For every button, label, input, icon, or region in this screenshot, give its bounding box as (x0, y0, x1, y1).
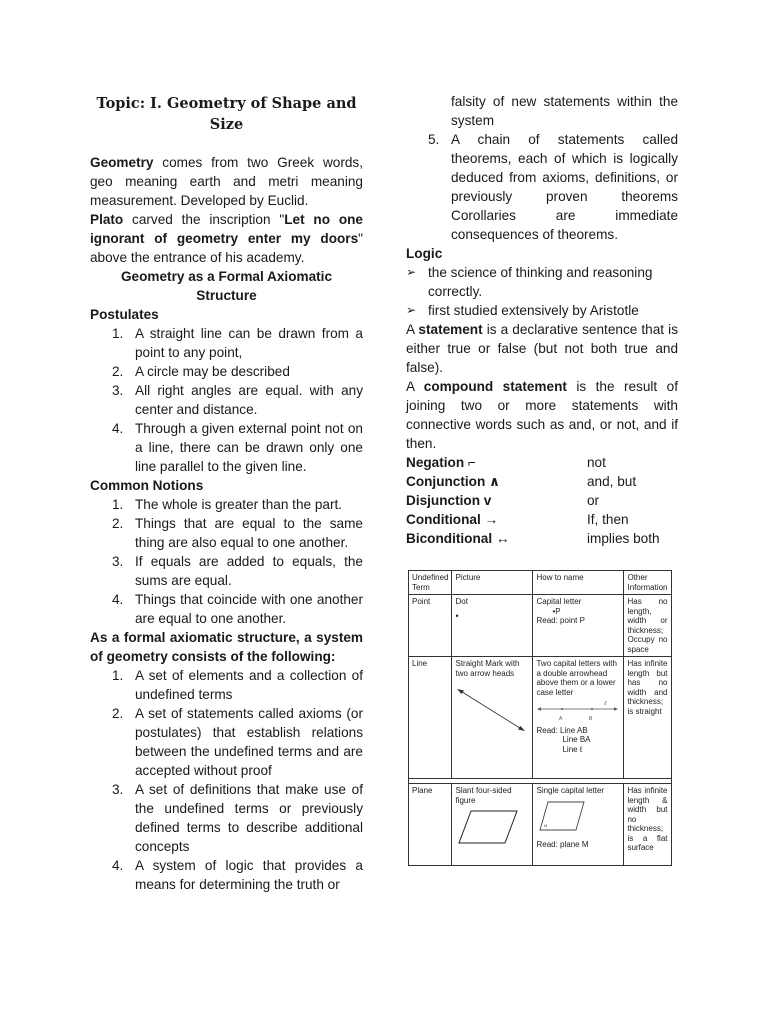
connective-meaning: not (587, 455, 606, 470)
list-text: A set of definitions that make use of the undefined terms or previously defined terms to describe additional concepts (135, 782, 363, 854)
common-notions-heading: Common Notions (90, 478, 204, 493)
column-header: Picture (452, 571, 533, 595)
name-text: Single capital letter (536, 786, 605, 795)
table-row (409, 657, 672, 779)
connective-meaning: implies both (587, 531, 660, 546)
list-item (90, 666, 363, 704)
right-column (406, 0, 678, 548)
connective-term: Negation ⌐ (406, 455, 476, 470)
list-item (406, 130, 678, 244)
dot-icon: • (455, 610, 459, 621)
statement-definition: is a declarative sentence that is either true or false (but not both true and false). (406, 322, 678, 375)
name-read: Line ℓ (562, 744, 583, 754)
compound-statement-paragraph (406, 377, 678, 453)
list-number: 3. (112, 782, 124, 797)
list-item (90, 362, 363, 381)
table-header-row (409, 571, 672, 595)
name-read: Read: point P (536, 616, 585, 625)
plato-text-2: " above the entrance of his academy. (90, 231, 363, 265)
list-item (90, 495, 363, 514)
picture-text: Slant four-sided figure (455, 786, 512, 805)
term-cell: Plane (409, 784, 452, 866)
list-text: first studied extensively by Aristotle (428, 303, 639, 318)
arrow-bullet-icon: ➢ (406, 265, 417, 279)
list-text: A circle may be described (135, 364, 290, 379)
list-text: A straight line can be drawn from a point to any point, (135, 326, 363, 360)
label-m: M (544, 822, 548, 828)
plato-quote: Let no one ignorant of geometry enter my doors (90, 212, 363, 246)
statement-term: statement (418, 322, 483, 337)
term-cell: Point (409, 595, 452, 657)
name-example: •P (552, 606, 561, 616)
plane-m-diagram-icon (536, 796, 620, 838)
list-number: 2. (112, 516, 124, 531)
list-item (90, 419, 363, 476)
connective-meaning: and, but (587, 474, 637, 489)
label-b: B (589, 716, 593, 722)
list-number: 4. (112, 421, 124, 436)
undefined-terms-table (408, 570, 672, 866)
column-header: Undefined Term (409, 571, 452, 595)
logic-list (406, 263, 678, 320)
list-item (90, 324, 363, 362)
picture-text: Dot (455, 597, 468, 606)
column-header: Other Information (624, 571, 671, 595)
picture-cell (452, 595, 533, 657)
connective-meaning: or (587, 493, 600, 508)
list-number: 1. (112, 326, 124, 341)
list-text: A set of elements and a collection of undefined terms (135, 668, 363, 702)
table-row (409, 595, 672, 657)
compound-article: A (406, 379, 424, 394)
connectives-list (406, 453, 678, 548)
formal-structure-heading: Geometry as a Formal Axiomatic Structure (120, 269, 333, 303)
list-text: All right angles are equal. with any center and distance. (135, 383, 363, 417)
system-heading: As a formal axiomatic structure, a system of geometry consists of the following: (90, 630, 363, 664)
double-arrow-line-icon (455, 678, 529, 738)
name-read: Read: Line AB (536, 725, 588, 735)
list-text: the science of thinking and reasoning correctly. (428, 265, 653, 299)
name-read: Read: plane M (536, 840, 589, 849)
list-item (90, 381, 363, 419)
list-number: 1. (112, 497, 124, 512)
plato-text-1: carved the inscription " (123, 212, 285, 227)
connective-term: Conditional → (406, 512, 499, 527)
list-text: A chain of statements called theorems, each of which is logically deduced from axioms, definitions, or previously proven theorems Corollaries are immediate consequences of theorems. (451, 132, 678, 242)
geometry-definition: comes from two Greek words, geo meaning earth and metri meaning measurement. Developed by Euclid. (90, 155, 363, 208)
plato-term: Plato (90, 212, 124, 227)
column-header: How to name (533, 571, 624, 595)
postulates-list (90, 324, 363, 476)
list-item (90, 552, 363, 590)
list-text: The whole is greater than the part. (135, 497, 343, 512)
list-item (90, 856, 363, 894)
list-text: falsity of new statements within the system (451, 94, 678, 128)
list-item (406, 263, 678, 301)
name-text: Capital letter (536, 597, 582, 606)
list-number: 3. (112, 554, 124, 569)
picture-cell (452, 784, 533, 866)
list-number: 4. (112, 858, 124, 873)
compound-statement-definition: is the result of joining two or more statements with connective words such as and, or not, and if then. (406, 379, 678, 451)
geometry-paragraph (90, 153, 363, 210)
list-item (90, 704, 363, 780)
connective-term: Conjunction ∧ (406, 474, 501, 489)
name-cell (533, 595, 624, 657)
connective-term: Disjunction v (406, 493, 492, 508)
compound-statement-term: compound statement (423, 379, 567, 394)
left-column (90, 0, 363, 894)
info-cell: Has no length, width or thickness; Occupy no space (624, 595, 671, 657)
statement-paragraph (406, 320, 678, 377)
list-number: 2. (112, 706, 124, 721)
name-text: Two capital letters with a double arrowhead above them or a lower case letter (536, 659, 617, 697)
connective-term: Biconditional ↔ (406, 531, 510, 546)
list-text: If equals are added to equals, the sums are equal. (135, 554, 363, 588)
common-notions-list (90, 495, 363, 628)
system-list (90, 666, 363, 894)
picture-cell (452, 657, 533, 779)
geometry-term: Geometry (90, 155, 154, 170)
info-cell: Has infinite length & width but no thickness; is a flat surface (624, 784, 671, 866)
info-cell: Has infinite length but has no width and thickness; is straight (624, 657, 671, 779)
statement-article: A (406, 322, 419, 337)
list-number: 2. (112, 364, 124, 379)
list-item (90, 780, 363, 856)
label-a: A (559, 716, 563, 722)
list-text: A set of statements called axioms (or postulates) that establish relations between the undefined terms and are accepted without proof (135, 706, 363, 778)
system-list-continued (406, 92, 678, 244)
list-number: 1. (112, 668, 124, 683)
list-item-continued (406, 92, 678, 130)
list-text: Things that coincide with one another are equal to one another. (135, 592, 363, 626)
name-cell (533, 784, 624, 866)
list-text: Through a given external point not on a line, there can be drawn only one line parallel to the given line. (135, 421, 363, 474)
list-text: Things that are equal to the same thing are also equal to one another. (135, 516, 363, 550)
arrow-bullet-icon: ➢ (406, 303, 417, 317)
list-text: A system of logic that provides a means for determining the truth or (135, 858, 363, 892)
picture-text: Straight Mark with two arrow heads (455, 659, 520, 678)
name-cell (533, 657, 624, 779)
list-item (90, 590, 363, 628)
table-row (409, 784, 672, 866)
postulates-heading: Postulates (90, 307, 159, 322)
term-cell: Line (409, 657, 452, 779)
list-number: 4. (112, 592, 124, 607)
connective-meaning: If, then (587, 512, 629, 527)
list-number: 5. (428, 132, 440, 147)
name-read: Line BA (562, 735, 591, 744)
parallelogram-icon (455, 805, 529, 849)
logic-heading: Logic (406, 246, 443, 261)
page-title: Topic: I. Geometry of Shape and Size (96, 95, 357, 133)
line-ab-diagram-icon (536, 697, 620, 723)
label-l: ℓ (604, 700, 607, 707)
plato-paragraph (90, 210, 363, 267)
list-item (406, 301, 678, 320)
list-number: 3. (112, 383, 124, 398)
list-item (90, 514, 363, 552)
